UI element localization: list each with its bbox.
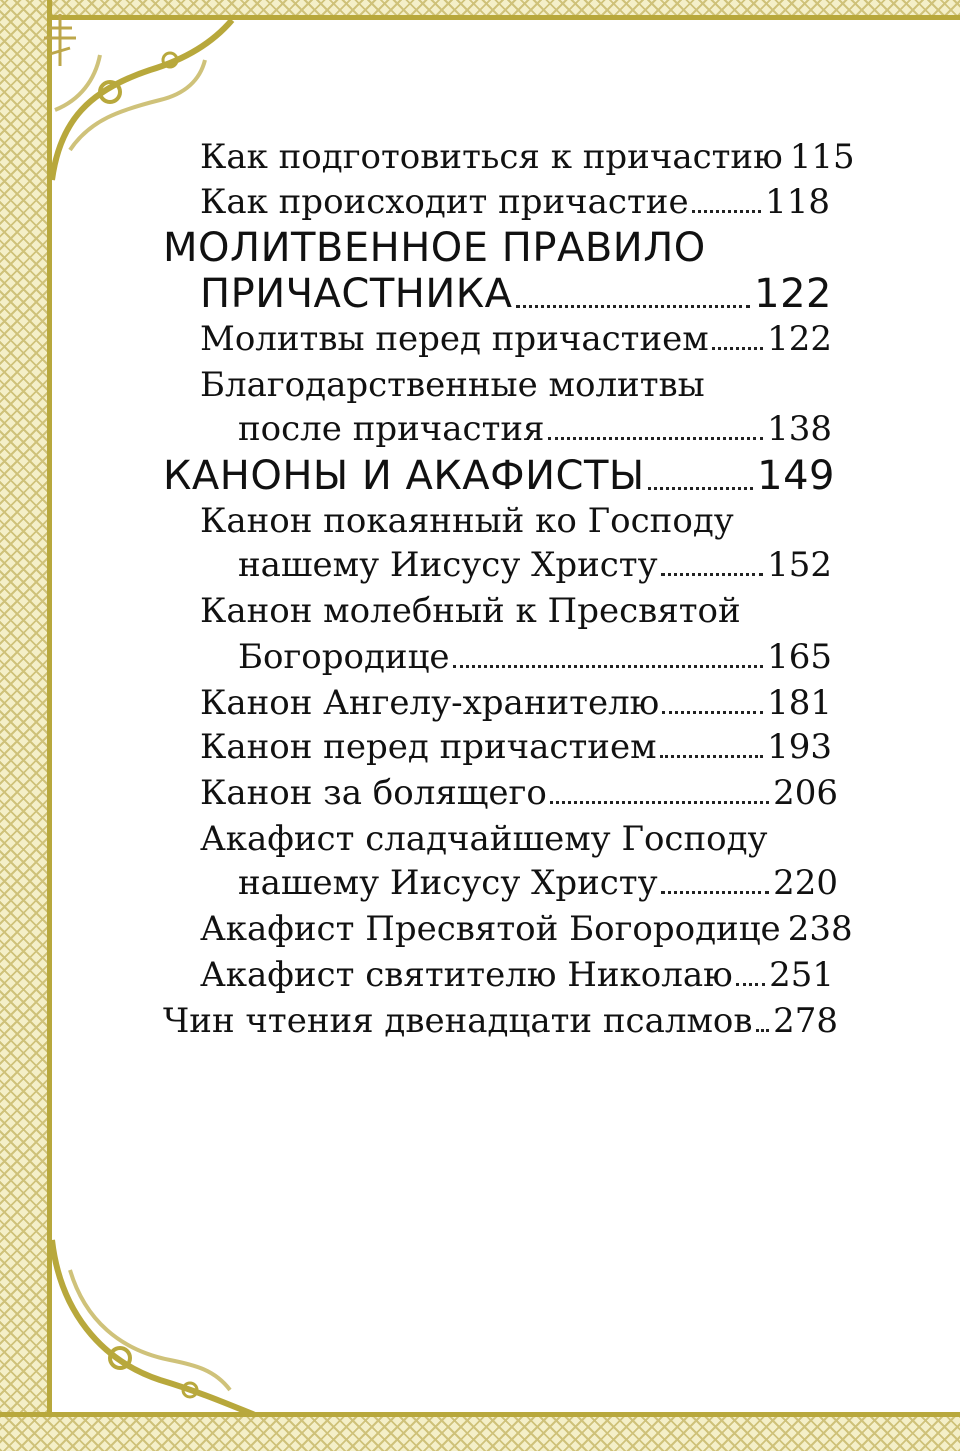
toc-entry-title: Богородице	[238, 637, 450, 677]
dot-leader	[548, 437, 764, 440]
dot-leader	[453, 665, 764, 668]
toc-entry-page: 278	[773, 1001, 838, 1041]
toc-entry-title-line1: Канон молебный к Пресвятой	[200, 591, 741, 631]
dot-leader	[692, 210, 762, 213]
toc-entry-title: ПРИЧАСТНИКА	[200, 271, 513, 317]
toc-entry	[200, 683, 832, 723]
dot-leader	[648, 487, 753, 490]
toc-entry	[200, 955, 834, 995]
toc-entry-page: 251	[769, 955, 834, 995]
dot-leader	[712, 347, 763, 350]
toc-section-entry	[200, 271, 832, 317]
toc-entry	[200, 909, 853, 949]
dot-leader	[756, 1029, 770, 1032]
toc-section-heading-line1: МОЛИТВЕННОЕ ПРАВИЛО	[163, 225, 706, 271]
toc-entry-page: 206	[773, 773, 838, 813]
toc-entry-page: 220	[773, 863, 838, 903]
toc-entry	[238, 863, 838, 903]
toc-entry-title-line1: Акафист сладчайшему Господу	[200, 819, 768, 859]
toc-entry	[238, 637, 832, 677]
toc-entry	[238, 409, 832, 449]
toc-entry-title: КАНОНЫ И АКАФИСТЫ	[163, 453, 645, 499]
dot-leader	[660, 755, 764, 758]
toc-entry-title: Акафист святителю Николаю	[200, 955, 733, 995]
toc-section-entry	[163, 453, 835, 499]
toc-entry-title: после причастия	[238, 409, 545, 449]
toc-entry-page: 181	[767, 683, 832, 723]
toc-entry-title: Чин чтения двенадцати псалмов	[163, 1001, 753, 1041]
toc-entry	[238, 545, 832, 585]
dot-leader	[661, 891, 769, 894]
toc-entry-title: Как происходит причастие	[200, 182, 689, 222]
toc-entry-title-line1: Благодарственные молитвы	[200, 365, 705, 405]
dot-leader	[736, 983, 765, 986]
toc-entry-page: 193	[767, 727, 832, 767]
toc-entry	[200, 727, 832, 767]
toc-entry-title: Акафист Пресвятой Богородице	[200, 909, 781, 949]
dot-leader	[550, 801, 769, 804]
toc-entry	[200, 773, 838, 813]
dot-leader	[661, 573, 763, 576]
toc-entry	[200, 182, 830, 222]
toc-entry-title: Как подготовиться к причастию	[200, 137, 783, 177]
dot-leader	[516, 305, 751, 308]
toc-entry-title: Молитвы перед причастием	[200, 319, 709, 359]
toc-entry-page: 122	[754, 271, 832, 317]
toc-entry-title: нашему Иисусу Христу	[238, 545, 658, 585]
toc-entry-title-line1: Канон покаянный ко Господу	[200, 501, 734, 541]
toc-entry-title: Канон за болящего	[200, 773, 547, 813]
toc-entry-title: Канон Ангелу-хранителю	[200, 683, 660, 723]
toc-entry-page: 115	[789, 137, 855, 177]
toc-entry-page: 122	[767, 319, 832, 359]
toc-entry-page: 165	[767, 637, 832, 677]
toc-entry-title: нашему Иисусу Христу	[238, 863, 658, 903]
toc-entry-page: 118	[765, 182, 830, 222]
toc-entry	[200, 319, 832, 359]
toc-entry-page: 238	[787, 909, 853, 949]
toc-entry-page: 152	[767, 545, 832, 585]
toc-entry	[200, 137, 855, 177]
dot-leader	[662, 711, 763, 714]
toc-entry	[163, 1001, 838, 1041]
toc-entry-page: 138	[767, 409, 832, 449]
toc-entry-title: Канон перед причастием	[200, 727, 657, 767]
toc-entry-page: 149	[757, 453, 835, 499]
